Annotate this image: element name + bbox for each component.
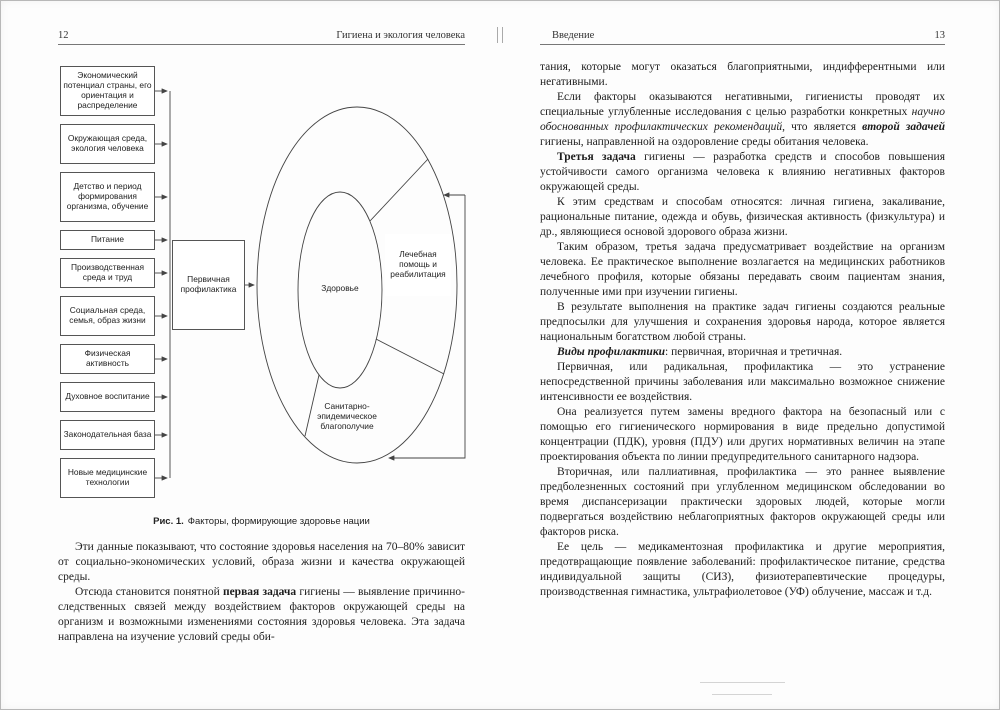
paragraph — [540, 90, 945, 150]
paragraph — [540, 150, 945, 195]
factor-box-spiritual: Духовное воспитание — [60, 382, 155, 412]
text-run: Третья задача — [557, 151, 636, 163]
primary-prevention-box: Первичная профилактика — [172, 240, 245, 330]
sanitary-wellbeing-label: Санитарно-эпидемическое благополучие — [317, 401, 377, 431]
footer-rule — [700, 682, 785, 683]
paragraph — [540, 195, 945, 240]
running-title-right: Введение — [552, 30, 595, 41]
text-run: Ее цель — медикаментозная профилактика и другие мероприятия, предотвращающие появление заболеваний: профилактическое питание, средства индивидуальной защиты (СИЗ), физиотерапевтические процедуры, производственная гимнастика, ультрафиолетовое (УФ) облучение, массаж и т.д. — [540, 541, 945, 598]
text-run: Вторичная, или паллиативная, профилактика — это раннее выявление предболезненных состояний при углубленном медицинском обследовании во время диспансеризации практически здоровых людей, которые могли подвергаться воздействию неблагоприятных факторов окружающей среды или факторов риска. — [540, 466, 945, 538]
paragraph — [540, 300, 945, 345]
paragraph — [58, 540, 465, 585]
figure-caption-text: Факторы, формирующие здоровье нации — [187, 516, 370, 527]
medical-care-label: Лечебная помощь и реабилитация — [385, 234, 451, 296]
paragraph — [540, 405, 945, 465]
paragraph — [540, 60, 945, 90]
text-run: Виды профилактики — [557, 346, 666, 358]
figure-caption-label: Рис. 1. — [153, 516, 184, 527]
text-run: гигиены — выявление причинно-следственных связей между воздействием факторов окружающей среды на организм и возможными изменениями состояния здоровья человека. Эта задача направлена на изучение условий среды оби- — [58, 586, 465, 643]
text-run: К этим средствам и способам относятся: личная гигиена, закаливание, рациональные питание, одежда и обувь, физическая активность (физкультура) и др., являющиеся основой здорового образа жизни. — [540, 196, 945, 238]
paragraph — [540, 345, 945, 360]
paragraph — [540, 360, 945, 405]
page-number-right: 13 — [934, 30, 945, 41]
footer-rule — [712, 694, 772, 695]
right-page-text — [540, 60, 945, 600]
page-number-left: 12 — [58, 30, 69, 41]
factor-box-physical: Физическая активность — [60, 344, 155, 374]
gutter-mark — [497, 27, 498, 43]
page-right — [500, 0, 1000, 710]
text-run: гигиены — разработка средств и способов повышения устойчивости самого организма человека к влиянию негативных факторов окружающей среды. — [540, 151, 945, 193]
health-label: Здоровье — [321, 283, 359, 293]
factor-box-economic: Экономический потенциал страны, его ориентация и распределение — [60, 66, 155, 116]
paragraph — [540, 465, 945, 540]
factor-box-legislative: Законодательная база — [60, 420, 155, 450]
text-run: В результате выполнения на практике задач гигиены создаются реальные предпосылки для улучшения и сохранения здоровья народа, которое является национальным богатством любой страны. — [540, 301, 945, 343]
figure-caption — [58, 516, 465, 527]
text-run: гигиены, направленной на оздоровление среды обитания человека. — [540, 136, 869, 148]
text-run: Эти данные показывают, что состояние здоровья населения на 70–80% зависит от социально-экономических условий, образа жизни и качества окружающей среды. — [58, 541, 465, 583]
text-run: первая задача — [222, 586, 297, 598]
factor-box-technology: Новые медицинские технологии — [60, 458, 155, 498]
figure-diagram — [55, 58, 467, 510]
paragraph — [58, 585, 465, 645]
running-head-right — [540, 30, 945, 45]
text-run: Первичная, или радикальная, профилактика — это устранение непосредственной причины заболевания или максимально возможное снижение интенсивности ее воздействия. — [540, 361, 945, 403]
factor-box-nutrition: Питание — [60, 230, 155, 250]
left-page-text — [58, 540, 465, 645]
text-run: Таким образом, третья задача предусматривает воздействие на организм человека. Ее практическое выполнение возлагается на медицинских работников лечебного профиля, которые обязаны передавать своим пациентам знания, полученные ими при изучении гигиены. — [540, 241, 945, 298]
running-head-left — [58, 30, 465, 45]
text-run: научно обоснованных профилактических рекомендаций — [540, 106, 945, 133]
text-run: тания, которые могут оказаться благоприятными, индифферентными или негативными. — [540, 61, 945, 88]
factor-box-social: Социальная среда, семья, образ жизни — [60, 296, 155, 336]
text-run: , что является — [782, 121, 863, 133]
running-title-left: Гигиена и экология человека — [336, 30, 465, 41]
text-run: : первичная, вторичная и третичная. — [665, 346, 843, 358]
text-run: второй задачей — [862, 121, 946, 133]
gutter-mark — [502, 27, 503, 43]
factor-box-environment: Окружающая среда, экология человека — [60, 124, 155, 164]
paragraph — [540, 540, 945, 600]
factor-box-childhood: Детство и период формирования организма, обучение — [60, 172, 155, 222]
factor-box-work: Производственная среда и труд — [60, 258, 155, 288]
text-run: Она реализуется путем замены вредного фактора на безопасный или с помощью его гигиенического нормирования в виде предельно допустимой концентрации (ПДК), уровня (ПДУ) или других нормативных величин на этапе проектирования объекта по линии предупредительного санитарного надзора. — [540, 406, 945, 463]
paragraph — [540, 240, 945, 300]
text-run: Отсюда становится понятной — [75, 586, 223, 598]
text-run: Если факторы оказываются негативными, гигиенисты проводят их специальные углубленные исследования с целью разработки конкретных — [540, 91, 945, 118]
